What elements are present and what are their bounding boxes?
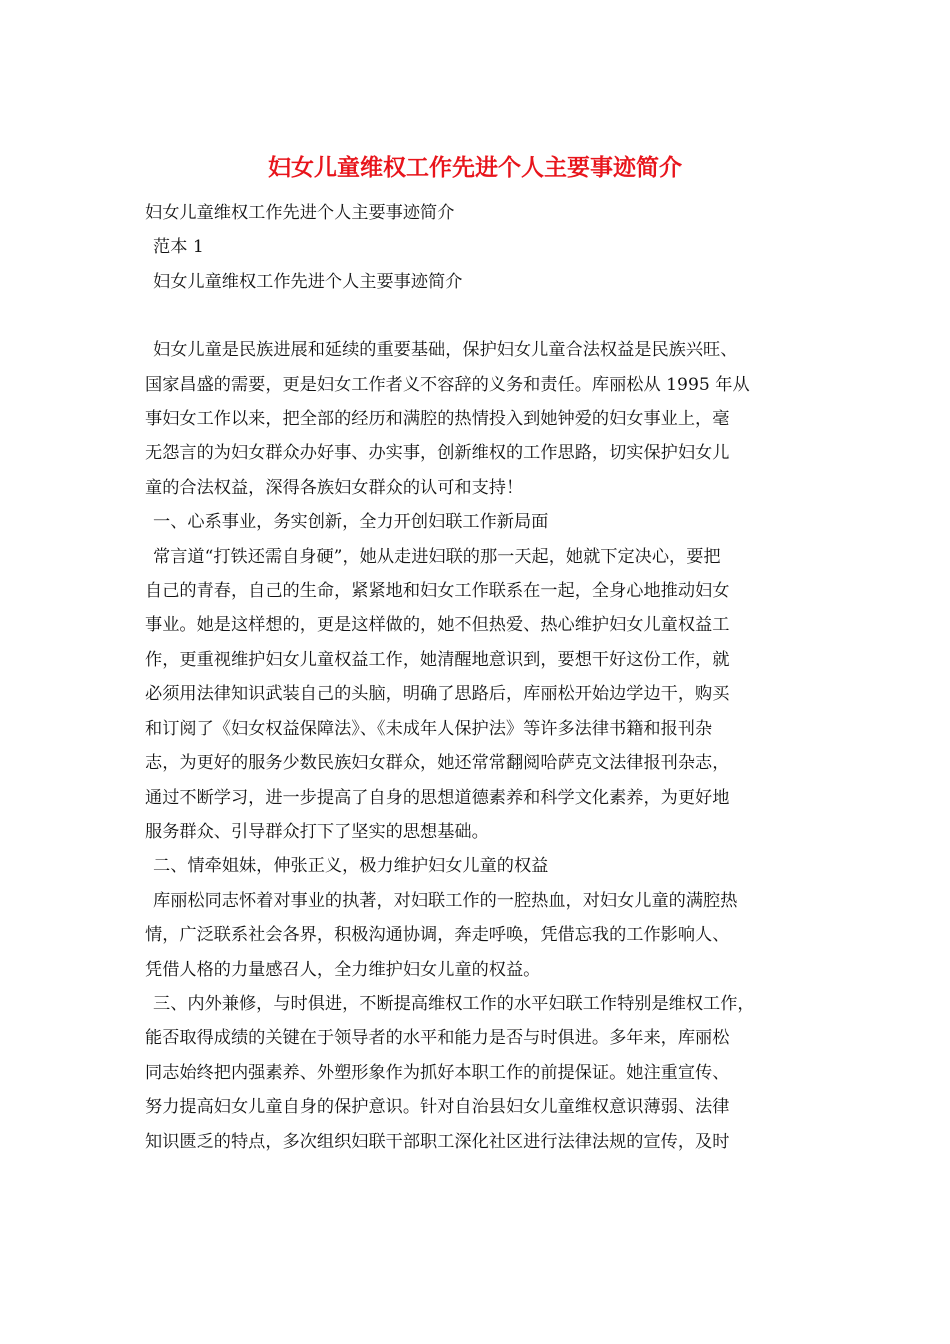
section-heading-1: 一、心系事业，务实创新，全力开创妇联工作新局面 bbox=[153, 512, 549, 533]
text-line: 常言道“打铁还需自身硬”，她从走进妇联的那一天起，她就下定决心，要把 bbox=[153, 546, 721, 567]
text-line: 服务群众、引导群众打下了坚实的思想基础。 bbox=[145, 821, 489, 842]
text-line: 知识匮乏的特点，多次组织妇联干部职工深化社区进行法律法规的宣传，及时 bbox=[145, 1131, 730, 1152]
sample-label: 范本 1 bbox=[153, 237, 204, 258]
text-line: 无怨言的为妇女群众办好事、办实事，创新维权的工作思路，切实保护妇女儿 bbox=[145, 443, 730, 464]
text-line: 事妇女工作以来，把全部的经历和满腔的热情投入到她钟爱的妇女事业上，毫 bbox=[145, 409, 730, 430]
text-line: 库丽松同志怀着对事业的执著，对妇联工作的一腔热血，对妇女儿童的满腔热 bbox=[153, 890, 738, 911]
document-body bbox=[145, 196, 825, 1159]
text-line: 情，广泛联系社会各界，积极沟通协调，奔走呼唤，凭借忘我的工作影响人、 bbox=[145, 925, 730, 946]
text-line: 能否取得成绩的关键在于领导者的水平和能力是否与时俱进。多年来，库丽松 bbox=[145, 1028, 730, 1049]
paragraph-gap bbox=[145, 299, 825, 333]
heading-repeat: 妇女儿童维权工作先进个人主要事迹简介 bbox=[153, 271, 463, 292]
text-line: 妇女儿童是民族进展和延续的重要基础，保护妇女儿童合法权益是民族兴旺、 bbox=[153, 340, 738, 361]
text-line: 童的合法权益，深得各族妇女群众的认可和支持！ bbox=[145, 477, 524, 498]
text-line: 事业。她是这样想的，更是这样做的，她不但热爱、热心维护妇女儿童权益工 bbox=[145, 615, 730, 636]
subtitle-line: 妇女儿童维权工作先进个人主要事迹简介 bbox=[145, 203, 455, 223]
section-heading-2: 二、情牵姐妹，伸张正义，极力维护妇女儿童的权益 bbox=[153, 856, 549, 877]
text-line: 作，更重视维护妇女儿童权益工作，她清醒地意识到，要想干好这份工作，就 bbox=[145, 649, 730, 670]
text-line: 凭借人格的力量感召人，全力维护妇女儿童的权益。 bbox=[145, 959, 541, 980]
text-line: 必须用法律知识武装自己的头脑，明确了思路后，库丽松开始边学边干，购买 bbox=[145, 684, 730, 705]
text-line: 国家昌盛的需要，更是妇女工作者义不容辞的义务和责任。库丽松从 1995 年从 bbox=[145, 374, 750, 395]
text-line: 努力提高妇女儿童自身的保护意识。针对自治县妇女儿童维权意识薄弱、法律 bbox=[145, 1097, 730, 1118]
text-line: 通过不断学习，进一步提高了自身的思想道德素养和科学文化素养，为更好地 bbox=[145, 787, 730, 808]
section-heading-3: 三、内外兼修，与时俱进，不断提高维权工作的水平妇联工作特别是维权工作， bbox=[153, 993, 755, 1014]
text-line: 同志始终把内强素养、外塑形象作为抓好本职工作的前提保证。她注重宣传、 bbox=[145, 1062, 730, 1083]
text-line: 志，为更好的服务少数民族妇女群众，她还常常翻阅哈萨克文法律报刊杂志， bbox=[145, 753, 730, 774]
text-line: 和订阅了《妇女权益保障法》、《未成年人保护法》等许多法律书籍和报刊杂 bbox=[145, 718, 713, 739]
document-title: 妇女儿童维权工作先进个人主要事迹简介 bbox=[268, 154, 682, 181]
text-line: 自己的青春，自己的生命，紧紧地和妇女工作联系在一起，全身心地推动妇女 bbox=[145, 581, 730, 602]
